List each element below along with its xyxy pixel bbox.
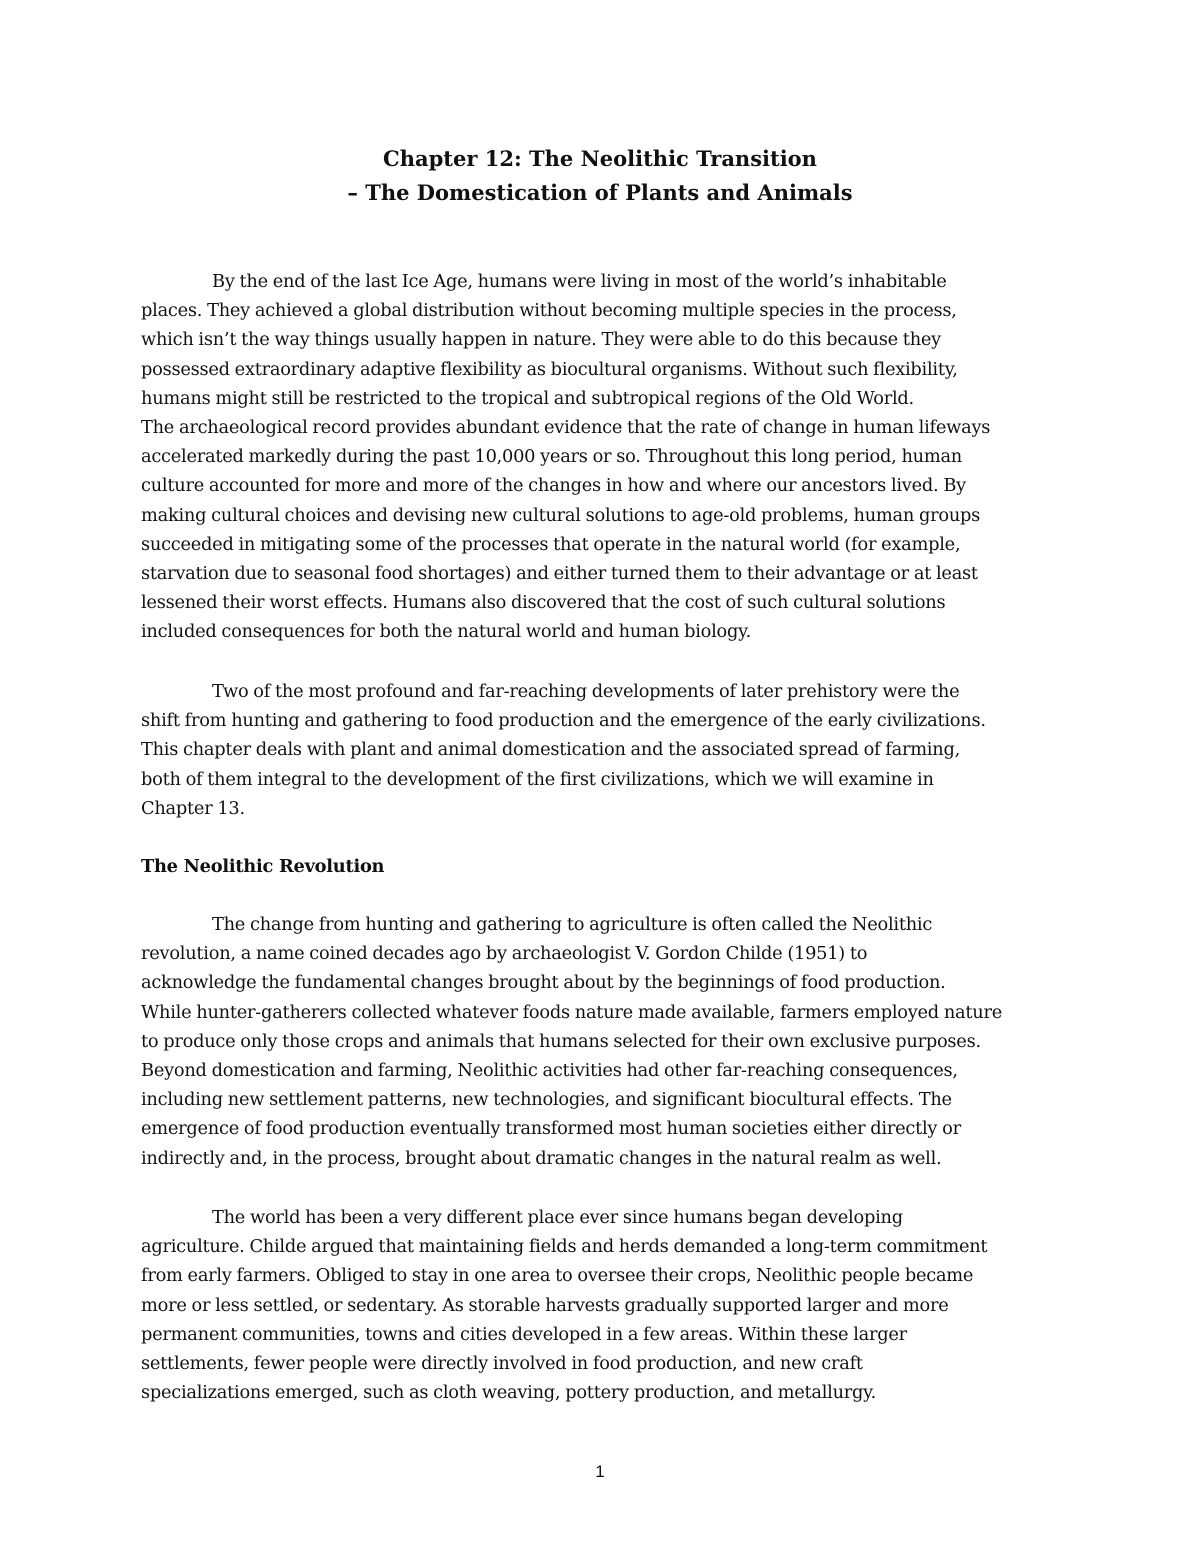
paragraph-line: starvation due to seasonal food shortages) and either turned them to their advantage or at least <box>141 562 978 584</box>
chapter-title-line-2: – The Domestication of Plants and Animals <box>347 180 853 205</box>
section-heading: The Neolithic Revolution <box>141 856 385 877</box>
paragraph-line: Beyond domestication and farming, Neolithic activities had other far-reaching consequences, <box>141 1059 958 1081</box>
paragraph-4 <box>141 1203 1066 1407</box>
paragraph-line: emergence of food production eventually transformed most human societies either directly or <box>141 1118 961 1140</box>
paragraph-line: from early farmers. Obliged to stay in one area to oversee their crops, Neolithic people became <box>141 1265 974 1287</box>
paragraph-line: included consequences for both the natural world and human biology. <box>141 621 751 643</box>
paragraph-line: both of them integral to the development of the first civilizations, which we will examine in <box>141 768 934 790</box>
paragraph-line: indirectly and, in the process, brought about dramatic changes in the natural realm as well. <box>141 1147 942 1169</box>
paragraph-line: agriculture. Childe argued that maintaining fields and herds demanded a long-term commitment <box>141 1236 988 1258</box>
paragraph-line: This chapter deals with plant and animal domestication and the associated spread of farming, <box>141 739 960 761</box>
paragraph-line: possessed extraordinary adaptive flexibility as biocultural organisms. Without such flexibility, <box>141 358 958 380</box>
paragraph-line: shift from hunting and gathering to food production and the emergence of the early civilizations. <box>141 710 986 732</box>
paragraph-3 <box>141 910 1066 1173</box>
paragraph-line: permanent communities, towns and cities developed in a few areas. Within these larger <box>141 1323 907 1345</box>
paragraph-line: settlements, fewer people were directly involved in food production, and new craft <box>141 1352 863 1374</box>
paragraph-1 <box>141 267 1066 646</box>
paragraph-line: accelerated markedly during the past 10,000 years or so. Throughout this long period, human <box>141 446 963 468</box>
paragraph-line: succeeded in mitigating some of the processes that operate in the natural world (for example, <box>141 533 961 555</box>
paragraph-line: places. They achieved a global distribution without becoming multiple species in the process, <box>141 300 957 322</box>
paragraph-line: The archaeological record provides abundant evidence that the rate of change in human lifeways <box>141 416 991 438</box>
paragraph-line: acknowledge the fundamental changes brought about by the beginnings of food production. <box>141 972 946 994</box>
page-number: 1 <box>595 1462 605 1481</box>
paragraph-line: revolution, a name coined decades ago by archaeologist V. Gordon Childe (1951) to <box>141 943 868 965</box>
paragraph-line: more or less settled, or sedentary. As storable harvests gradually supported larger and more <box>141 1294 949 1316</box>
paragraph-line: Two of the most profound and far-reaching developments of later prehistory were the <box>212 681 960 702</box>
paragraph-line: lessened their worst effects. Humans also discovered that the cost of such cultural solutions <box>141 592 946 614</box>
paragraph-line: humans might still be restricted to the tropical and subtropical regions of the Old World. <box>141 387 914 409</box>
paragraph-line: specializations emerged, such as cloth weaving, pottery production, and metallurgy. <box>141 1382 877 1404</box>
paragraph-line: including new settlement patterns, new technologies, and significant biocultural effects. The <box>141 1089 952 1111</box>
paragraph-line: The world has been a very different place ever since humans began developing <box>212 1207 903 1228</box>
chapter-title-line-1: Chapter 12: The Neolithic Transition <box>383 146 817 171</box>
paragraph-line: By the end of the last Ice Age, humans were living in most of the world’s inhabitable <box>212 271 947 292</box>
paragraph-line: making cultural choices and devising new cultural solutions to age-old problems, human groups <box>141 504 981 526</box>
paragraph-line: which isn’t the way things usually happen in nature. They were able to do this because they <box>141 329 941 351</box>
paragraph-2 <box>141 677 1066 823</box>
paragraph-line: to produce only those crops and animals that humans selected for their own exclusive purposes. <box>141 1030 981 1052</box>
paragraph-line: culture accounted for more and more of the changes in how and where our ancestors lived. By <box>141 475 966 497</box>
paragraph-line: Chapter 13. <box>141 797 245 819</box>
paragraph-line: While hunter-gatherers collected whatever foods nature made available, farmers employed nature <box>141 1001 1002 1023</box>
paragraph-line: The change from hunting and gathering to agriculture is often called the Neolithic <box>212 914 933 935</box>
